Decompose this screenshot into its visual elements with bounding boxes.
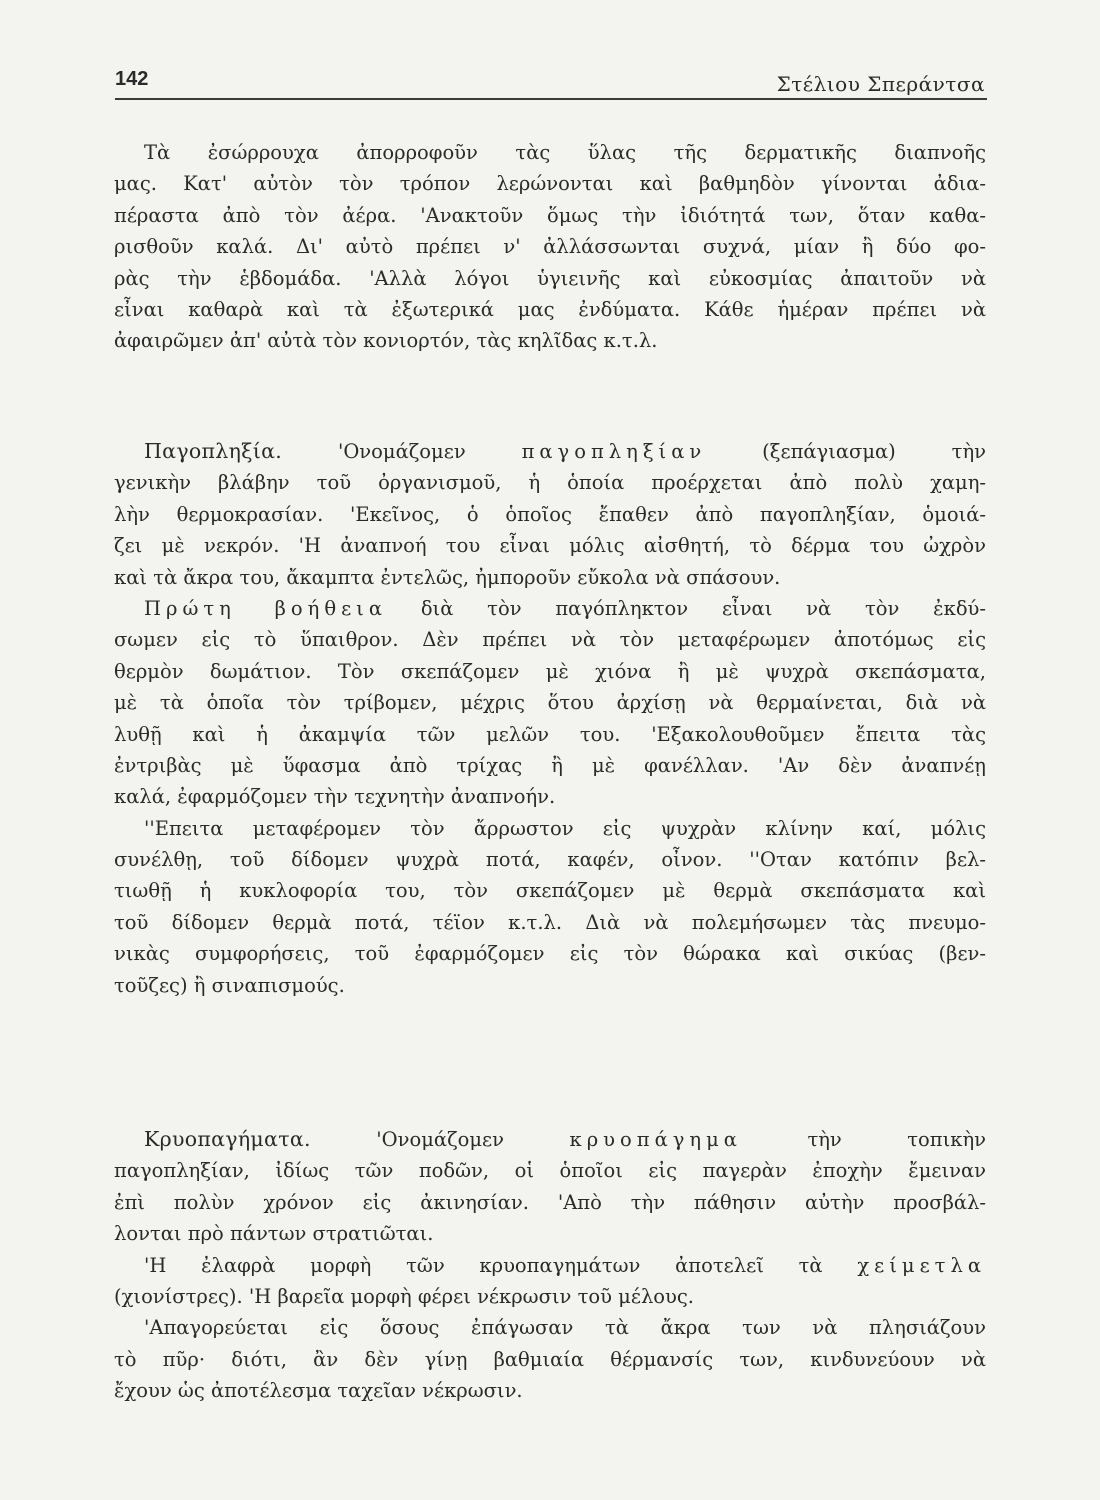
text-line: τὸ πῦρ· διότι, ἂν δὲν γίνῃ βαθμιαία θέρμανσίς των, κινδυνεύουν νὰ <box>114 1347 986 1371</box>
text-line: γενικὴν βλάβην τοῦ ὀργανισμοῦ, ἡ ὁποία προέρχεται ἀπὸ πολὺ χαμη- <box>114 471 986 495</box>
inline-text: 'Η ἐλαφρὰ μορφὴ τῶν κρυοπαγημάτων ἀποτελεῖ τὰ <box>144 1253 823 1277</box>
section-heading: Κρυοπαγήματα. <box>144 1127 311 1151</box>
text-line: μας. Κατ' αὐτὸν τὸν τρόπον λερώνονται καὶ βαθμηδὸν γίνονται ἀδια- <box>114 172 986 196</box>
header-rule <box>115 98 987 100</box>
text-line: σωμεν εἰς τὸ ὕπαιθρον. Δὲν πρέπει νὰ τὸν μεταφέρωμεν ἀποτόμως εἰς <box>114 628 986 652</box>
text-line: συνέλθῃ, τοῦ δίδομεν ψυχρὰ ποτά, καφέν, οἶνον. ''Οταν κατόπιν βελ- <box>114 848 986 872</box>
text-line: εἶναι καθαρὰ καὶ τὰ ἐξωτερικά μας ἐνδύματα. Κάθε ἡμέραν πρέπει νὰ <box>114 297 986 321</box>
emphasized-term: Πρώτη βοήθεια <box>144 596 387 620</box>
text-line: ἔχουν ὡς ἀποτέλεσμα ταχεῖαν νέκρωσιν. <box>114 1379 523 1403</box>
text-line: νικὰς συμφορήσεις, τοῦ ἐφαρμόζομεν εἰς τὸν θώρακα καὶ σικύας (βεν- <box>114 942 986 966</box>
section-heading: Παγοπληξία. <box>144 439 283 463</box>
running-title: Στέλιου Σπεράντσα <box>776 72 985 96</box>
text-line: (χιονίστρες). 'Η βαρεῖα μορφὴ φέρει νέκρωσιν τοῦ μέλους. <box>114 1284 695 1308</box>
inline-text: τὴν τοπικὴν <box>807 1128 986 1151</box>
paragraph-underwear <box>114 137 986 357</box>
text-line: ''Επειτα μεταφέρομεν τὸν ἄρρωστον εἰς ψυχρὰν κλίνην καί, μόλις <box>144 816 986 840</box>
running-head <box>115 68 985 98</box>
text-line: θερμὸν δωμάτιον. Τὸν σκεπάζομεν μὲ χιόνα ἢ μὲ ψυχρὰ σκεπάσματα, <box>114 659 986 683</box>
text-line: λὴν θερμοκρασίαν. 'Εκεῖνος, ὁ ὁποῖος ἔπαθεν ἀπὸ παγοπληξίαν, ὁμοιά- <box>114 502 986 526</box>
text-line: ἀφαιρῶμεν ἀπ' αὐτὰ τὸν κονιορτόν, τὰς κηλῖδας κ.τ.λ. <box>114 329 658 353</box>
text-line: μὲ τὰ ὁποῖα τὸν τρίβομεν, μέχρις ὅτου ἀρχίσῃ νὰ θερμαίνεται, διὰ νὰ <box>114 691 986 715</box>
section-frostbite <box>114 436 986 1001</box>
inline-text: 'Ονομάζομεν <box>376 1128 505 1151</box>
section-first-line <box>114 436 986 467</box>
text-line: τοῦ δίδομεν θερμὰ ποτά, τέϊον κ.τ.λ. Διὰ νὰ πολεμήσωμεν τὰς πνευμο- <box>114 910 986 934</box>
emphasized-term: χείμετλα <box>857 1253 986 1277</box>
text-line: τοῦζες) ἢ σιναπισμούς. <box>114 973 345 997</box>
text-line: πέραστα ἀπὸ τὸν ἀέρα. 'Ανακτοῦν ὅμως τὴν ἰδιότητά των, ὅταν καθα- <box>114 203 986 227</box>
text-line: καὶ τὰ ἄκρα του, ἄκαμπτα ἐντελῶς, ἠμποροῦν εὔκολα νὰ σπάσουν. <box>114 565 781 589</box>
text-line: 'Απαγορεύεται εἰς ὅσους ἐπάγωσαν τὰ ἄκρα των νὰ πλησιάζουν <box>144 1316 986 1340</box>
text-line: ἐπὶ πολὺν χρόνον εἰς ἀκινησίαν. 'Απὸ τὴν πάθησιν αὐτὴν προσβάλ- <box>114 1190 986 1214</box>
section-chilblains <box>114 1124 986 1407</box>
text-line: ἐντριβὰς μὲ ὕφασμα ἀπὸ τρίχας ἢ μὲ φανέλλαν. 'Αν δὲν ἀναπνέῃ <box>114 753 986 777</box>
defined-term: κρυοπάγημα <box>569 1128 742 1151</box>
page-number: 142 <box>115 68 149 90</box>
text-line: λονται πρὸ πάντων στρατιῶται. <box>114 1222 434 1246</box>
first-aid-line <box>114 593 986 624</box>
mild-form-line <box>114 1250 986 1281</box>
text-line: τιωθῇ ἡ κυκλοφορία του, τὸν σκεπάζομεν μὲ θερμὰ σκεπάσματα καὶ <box>114 879 986 903</box>
defined-term: παγοπληξίαν <box>521 440 707 463</box>
text-line: ρὰς τὴν ἑβδομάδα. 'Αλλὰ λόγοι ὑγιεινῆς καὶ εὐκοσμίας ἀπαιτοῦν νὰ <box>114 266 986 290</box>
text-line: λυθῇ καὶ ἡ ἀκαμψία τῶν μελῶν του. 'Εξακολουθοῦμεν ἔπειτα τὰς <box>114 722 986 746</box>
inline-text: 'Ονομάζομεν <box>337 440 466 463</box>
section-first-line <box>114 1124 986 1155</box>
text-line: παγοπληξίαν, ἰδίως τῶν ποδῶν, οἱ ὁποῖοι εἰς παγερὰν ἐποχὴν ἔμειναν <box>114 1159 986 1183</box>
text-line: Τὰ ἐσώρρουχα ἀπορροφοῦν τὰς ὕλας τῆς δερματικῆς διαπνοῆς <box>144 141 986 164</box>
inline-text: (ξεπάγιασμα) τὴν <box>762 440 986 463</box>
text-line: ρισθοῦν καλά. Δι' αὐτὸ πρέπει ν' ἀλλάσσωνται συχνά, μίαν ἢ δύο φο- <box>114 235 986 259</box>
text-line: καλά, ἐφαρμόζομεν τὴν τεχνητὴν ἀναπνοήν. <box>114 785 556 809</box>
text-line: ζει μὲ νεκρόν. 'Η ἀναπνοή του εἶναι μόλις αἰσθητή, τὸ δέρμα του ὠχρὸν <box>114 534 986 558</box>
inline-text: διὰ τὸν παγόπληκτον εἶναι νὰ τὸν ἐκδύ- <box>420 596 986 620</box>
